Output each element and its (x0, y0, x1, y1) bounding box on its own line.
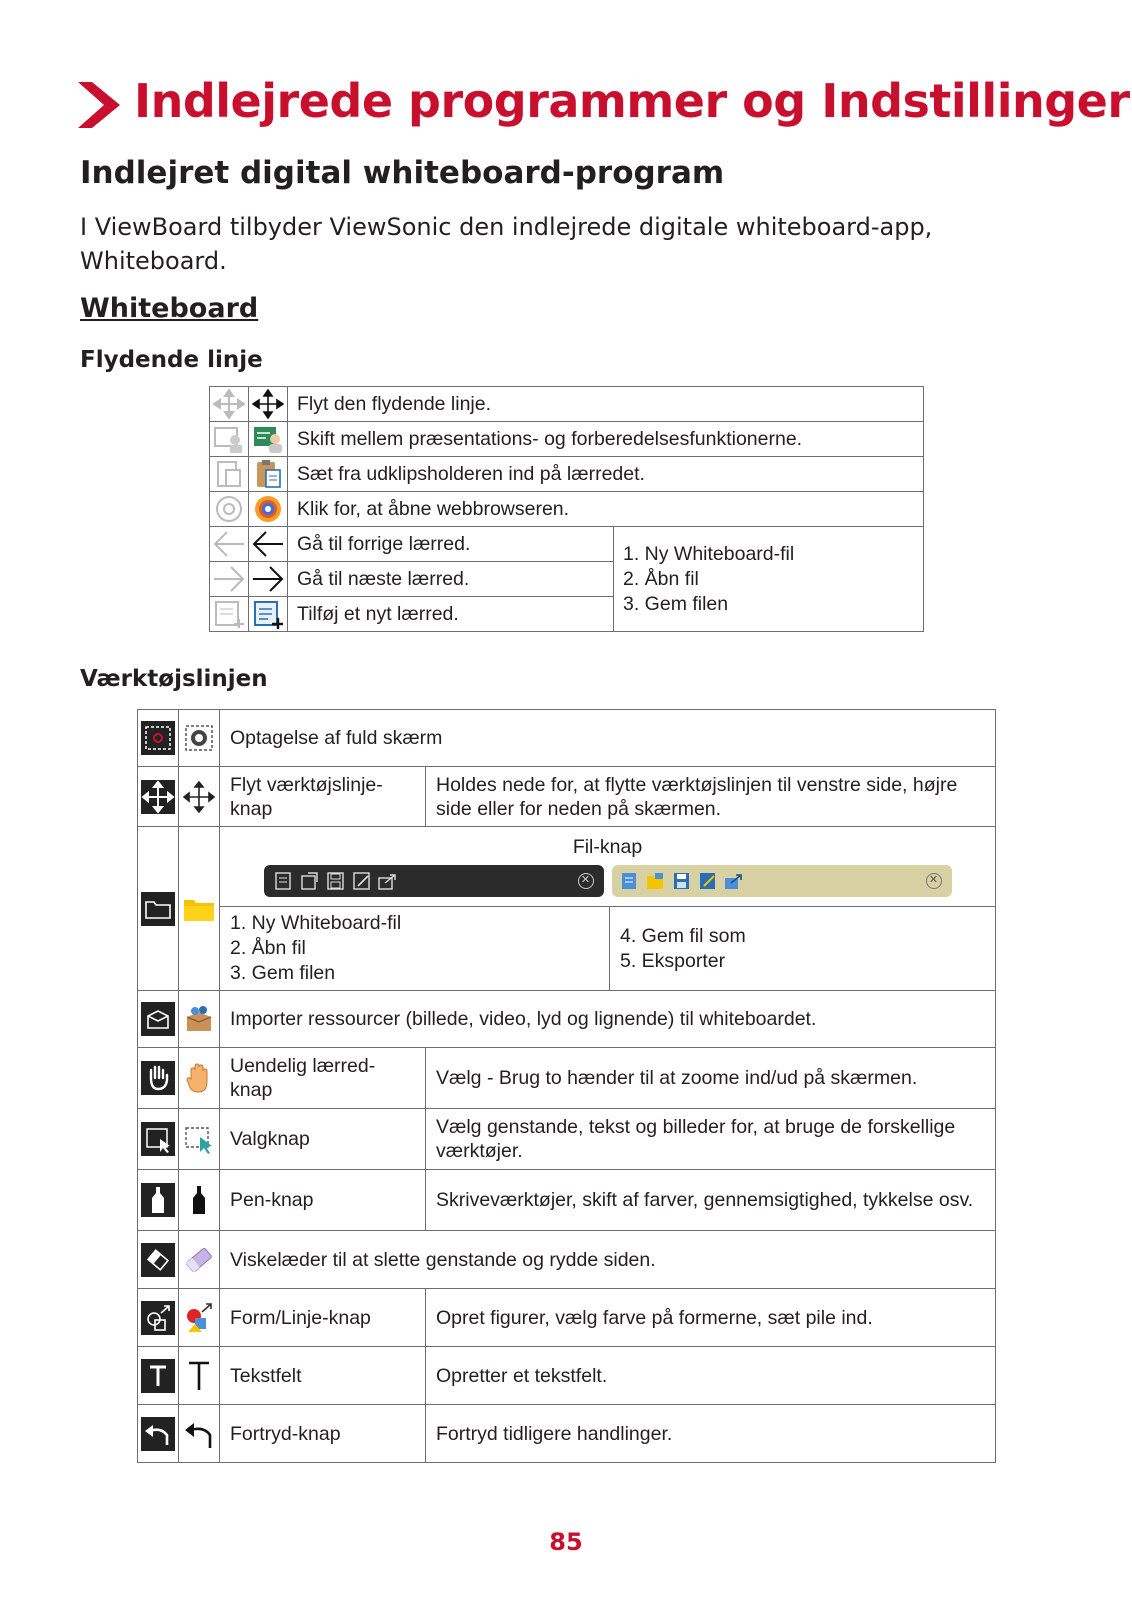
folder-icon-dark[interactable] (141, 892, 175, 926)
table-row (138, 1048, 996, 1109)
arrow-left-icon-gray (213, 529, 245, 559)
pen-icon[interactable] (182, 1183, 216, 1217)
screen-capture-icon-dark[interactable] (141, 721, 175, 755)
paste-icon-gray (213, 459, 245, 489)
export-icon[interactable] (378, 872, 397, 890)
open-file-icon[interactable] (646, 872, 665, 890)
row-label: Form/Linje-knap (220, 1289, 426, 1347)
import-icon-dark[interactable] (141, 1002, 175, 1036)
text-icon-dark[interactable] (141, 1359, 175, 1393)
list-item: 1. Ny Whiteboard-fil (230, 912, 402, 934)
shape-icon[interactable] (182, 1301, 216, 1335)
row-text: Vælg - Brug to hænder til at zoome ind/ud på skærmen. (426, 1048, 996, 1109)
select-icon-dark[interactable] (141, 1122, 175, 1156)
undo-icon[interactable] (182, 1417, 216, 1451)
row-text: Klik for, at åbne webbrowseren. (288, 492, 924, 527)
folder-icon[interactable] (182, 894, 216, 924)
row-label: Fortryd-knap (220, 1405, 426, 1463)
table-row (210, 492, 924, 527)
eraser-icon[interactable] (182, 1243, 216, 1277)
open-file-icon[interactable] (300, 872, 319, 890)
add-canvas-icon-gray (213, 599, 245, 629)
table-row (138, 1170, 996, 1231)
row-text: Flyt den flydende linje. (288, 387, 924, 422)
row-text: Opret figurer, vælg farve på formerne, sæt pile ind. (426, 1289, 996, 1347)
row-text: Tilføj et nyt lærred. (288, 597, 614, 632)
row-text: Gå til forrige lærred. (288, 527, 614, 562)
row-text: Optagelse af fuld skærm (220, 710, 996, 767)
row-label: Valgknap (220, 1109, 426, 1170)
row-text: Sæt fra udklipsholderen ind på lærredet. (288, 457, 924, 492)
table-row (138, 1347, 996, 1405)
table-row (210, 457, 924, 492)
list-item: 2. Åbn fil (623, 567, 699, 590)
shape-icon-dark[interactable] (141, 1301, 175, 1335)
browser-icon[interactable] (252, 494, 284, 524)
page-number: 85 (549, 1528, 583, 1556)
browser-icon-gray (213, 494, 245, 524)
floating-line-table (209, 386, 924, 632)
table-row (210, 527, 924, 562)
save-file-icon[interactable] (672, 872, 691, 890)
text-icon[interactable] (182, 1359, 216, 1393)
table-row (138, 1289, 996, 1347)
file-menu-light (612, 865, 952, 897)
row-label: Uendelig lærred-knap (220, 1048, 426, 1109)
file-list-a (220, 907, 610, 991)
hand-icon-dark[interactable] (141, 1061, 175, 1095)
row-label: Pen-knap (220, 1170, 426, 1231)
table-row (210, 387, 924, 422)
floating-line-heading: Flydende linje (80, 347, 263, 373)
side-list (614, 527, 924, 632)
export-icon[interactable] (724, 872, 743, 890)
add-canvas-icon[interactable] (252, 599, 284, 629)
section-heading: Indlejret digital whiteboard-program (80, 155, 725, 191)
import-icon[interactable] (182, 1002, 216, 1036)
table-row (138, 991, 996, 1048)
table-row (138, 1109, 996, 1170)
toolbar-heading: Værktøjslinjen (80, 666, 268, 692)
list-item: 4. Gem fil som (620, 924, 746, 947)
row-text: Importer ressourcer (billede, video, lyd og lignende) til whiteboardet. (220, 991, 996, 1048)
arrow-right-icon[interactable] (252, 564, 284, 594)
move-toolbar-icon-dark[interactable] (141, 780, 175, 814)
row-text: Skift mellem præsentations- og forberedelsesfunktionerne. (288, 422, 924, 457)
table-row (210, 422, 924, 457)
table-row (138, 1231, 996, 1289)
row-text: Gå til næste lærred. (288, 562, 614, 597)
row-text: Fortryd tidligere handlinger. (426, 1405, 996, 1463)
toolbar-table (137, 709, 996, 1463)
presentation-icon-gray (213, 424, 245, 454)
file-bar-cell (220, 827, 996, 907)
page-title: Indlejrede programmer og Indstillinger (134, 74, 1130, 128)
new-file-icon[interactable] (620, 872, 639, 890)
file-menu-dark (264, 865, 604, 897)
move-icon-gray (213, 389, 245, 419)
paste-icon[interactable] (252, 459, 284, 489)
table-row (138, 710, 996, 767)
list-item: 3. Gem filen (230, 962, 336, 984)
new-file-icon[interactable] (274, 872, 293, 890)
chevron-icon (78, 82, 120, 128)
row-label: Tekstfelt (220, 1347, 426, 1405)
row-label: Flyt værktøjslinje-knap (220, 767, 426, 827)
save-file-icon[interactable] (326, 872, 345, 890)
presentation-icon[interactable] (252, 424, 284, 454)
list-item: 3. Gem filen (623, 592, 729, 615)
list-item: 1. Ny Whiteboard-fil (623, 542, 795, 565)
row-text: Opretter et tekstfelt. (426, 1347, 996, 1405)
save-as-icon[interactable] (352, 872, 371, 890)
arrow-left-icon[interactable] (252, 529, 284, 559)
intro-paragraph: I ViewBoard tilbyder ViewSonic den indlejrede digitale whiteboard-app, Whiteboard. (80, 213, 933, 275)
pen-icon-dark[interactable] (141, 1183, 175, 1217)
table-row (138, 1405, 996, 1463)
eraser-icon-dark[interactable] (141, 1243, 175, 1277)
close-icon[interactable]: ✕ (578, 873, 594, 889)
select-icon[interactable] (182, 1122, 216, 1156)
row-text: Viskelæder til at slette genstande og rydde siden. (220, 1231, 996, 1289)
table-row (138, 907, 996, 991)
save-as-icon[interactable] (698, 872, 717, 890)
list-item: 5. Eksporter (620, 949, 726, 972)
hand-icon[interactable] (182, 1061, 216, 1095)
screen-capture-icon[interactable] (182, 721, 216, 755)
row-text: Holdes nede for, at flytte værktøjslinjen til venstre side, højre side eller for neden på skærmen. (426, 767, 996, 827)
table-row (138, 827, 996, 907)
undo-icon-dark[interactable] (141, 1417, 175, 1451)
row-text: Vælg genstande, tekst og billeder for, at bruge de forskellige værktøjer. (426, 1109, 996, 1170)
file-button-title: Fil-knap (572, 835, 643, 858)
move-icon[interactable] (252, 389, 284, 419)
close-icon[interactable]: ✕ (926, 873, 942, 889)
list-item: 2. Åbn fil (230, 937, 306, 959)
arrow-right-icon-gray (213, 564, 245, 594)
file-list-b (610, 907, 996, 991)
row-text: Skriveværktøjer, skift af farver, gennemsigtighed, tykkelse osv. (426, 1170, 996, 1231)
move-toolbar-icon[interactable] (182, 780, 216, 814)
table-row (138, 767, 996, 827)
whiteboard-heading: Whiteboard (80, 293, 259, 324)
